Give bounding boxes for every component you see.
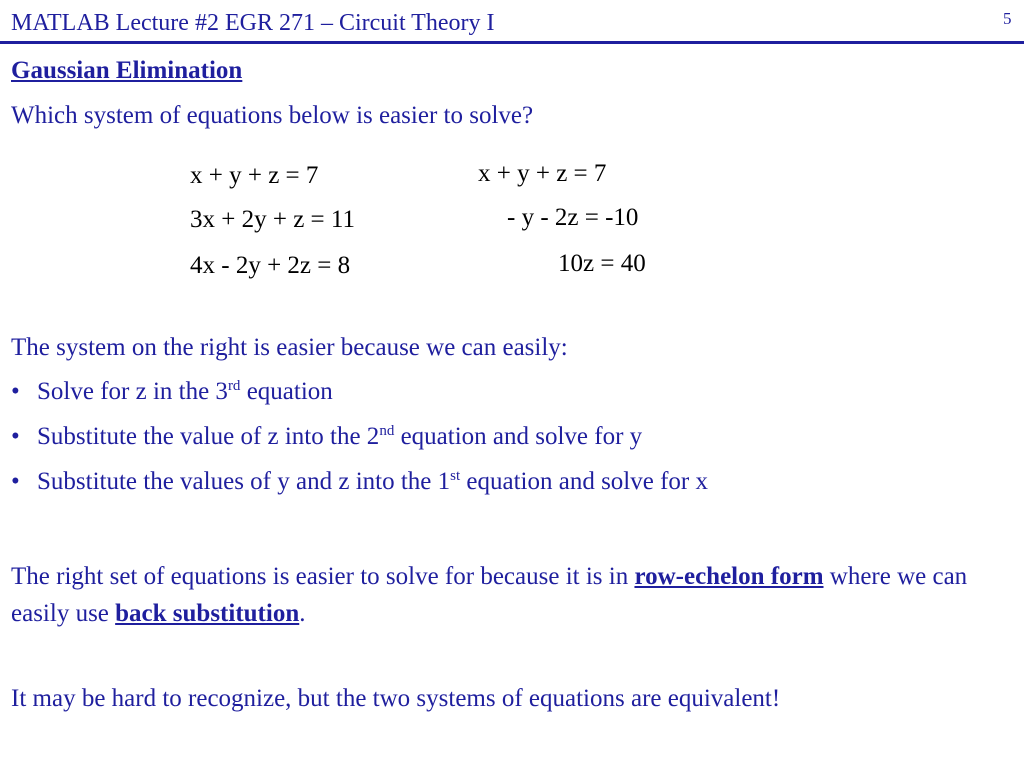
- intro-text: The system on the right is easier because we can easily:: [11, 334, 568, 361]
- paragraph-text: where we can easily use: [11, 563, 968, 627]
- ordinal-suffix: nd: [379, 423, 395, 439]
- left-equation-2: 3x + 2y + z = 11: [190, 206, 355, 233]
- bullet-text-end: equation and solve for x: [460, 468, 708, 495]
- bullet-text: Substitute the values of y and z into the 1: [37, 468, 451, 495]
- right-equation-3: 10z = 40: [558, 250, 646, 277]
- row-echelon-paragraph: [11, 558, 1011, 632]
- equivalence-paragraph: It may be hard to recognize, but the two systems of equations are equivalent!: [11, 685, 781, 712]
- bullet-icon: •: [11, 378, 20, 405]
- ordinal-suffix: st: [450, 468, 461, 484]
- term-back-substitution: back substitution: [115, 600, 300, 627]
- header-title: MATLAB Lecture #2 EGR 271 – Circuit Theory I: [11, 10, 495, 36]
- right-equation-2: - y - 2z = -10: [507, 204, 639, 231]
- bullet-text-end: equation and solve for y: [394, 423, 643, 450]
- bullet-text-end: equation: [240, 378, 333, 405]
- bullet-text: Solve for z in the 3: [37, 378, 228, 405]
- ordinal-suffix: rd: [227, 378, 241, 394]
- bullet-item: [11, 422, 642, 452]
- bullet-item: [11, 377, 333, 407]
- section-title: Gaussian Elimination: [11, 57, 243, 84]
- bullet-item: [11, 467, 708, 497]
- paragraph-text: .: [299, 600, 306, 627]
- paragraph-text: The right set of equations is easier to solve for because it is in: [11, 563, 635, 590]
- right-equation-1: x + y + z = 7: [478, 160, 607, 187]
- bullet-icon: •: [11, 468, 20, 495]
- left-equation-3: 4x - 2y + 2z = 8: [190, 252, 351, 279]
- term-row-echelon-form: row-echelon form: [634, 563, 824, 590]
- bullet-text: Substitute the value of z into the 2: [37, 423, 380, 450]
- left-equation-1: x + y + z = 7: [190, 162, 319, 189]
- question-text: Which system of equations below is easier to solve?: [11, 102, 534, 129]
- bullet-icon: •: [11, 423, 20, 450]
- header-rule: [0, 41, 1024, 44]
- page-number: 5: [1003, 9, 1012, 28]
